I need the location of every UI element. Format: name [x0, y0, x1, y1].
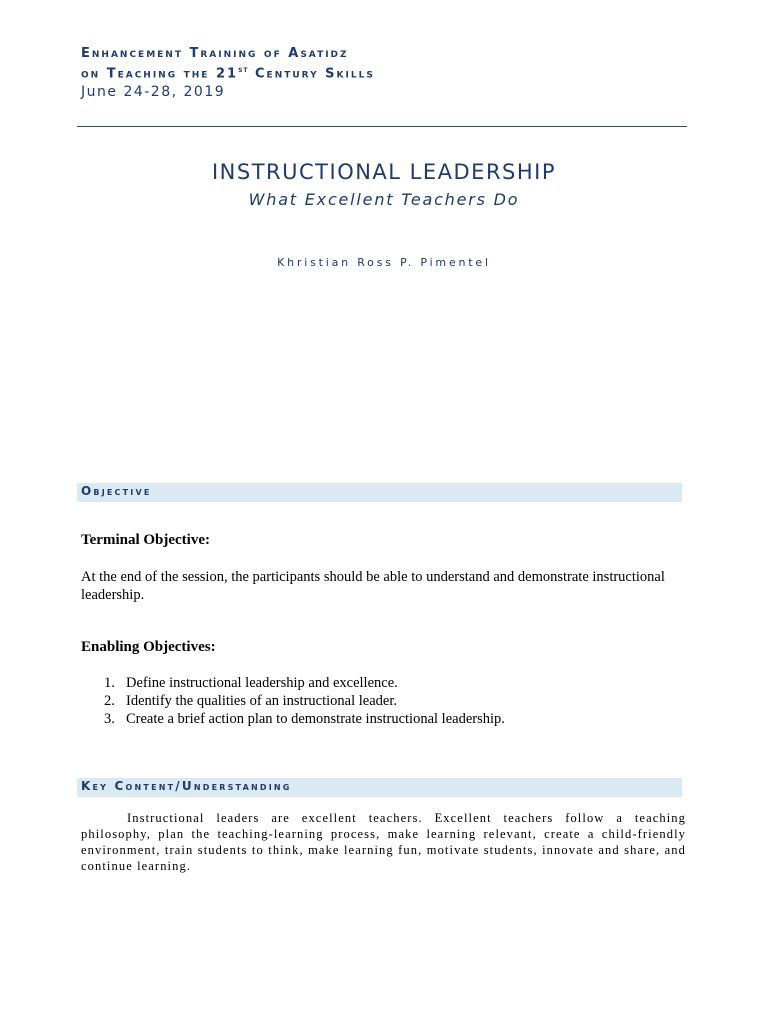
list-item-text: Create a brief action plan to demonstrate instructional leadership. — [126, 711, 505, 727]
author-name: Khristian Ross P. Pimentel — [277, 256, 491, 269]
list-item-text: Define instructional leadership and excellence. — [126, 675, 398, 691]
objective-heading: Objective — [81, 484, 152, 498]
header-line-2 — [81, 62, 375, 82]
document-subtitle: What Excellent Teachers Do — [248, 190, 520, 209]
key-content-heading: Key Content/Understanding — [81, 779, 292, 793]
enabling-objectives-heading: Enabling Objectives: — [81, 639, 216, 655]
objective-section-band — [77, 483, 682, 502]
header-date: June 24-28, 2019 — [81, 84, 226, 101]
list-item — [104, 692, 505, 710]
list-item-text: Identify the qualities of an instructional leader. — [126, 693, 397, 709]
document-title: INSTRUCTIONAL LEADERSHIP — [211, 160, 557, 184]
header-line-2-suffix: Century Skills — [248, 66, 375, 82]
list-item-number: 1. — [104, 675, 115, 691]
enabling-objectives-list — [104, 674, 505, 728]
list-item — [104, 710, 505, 728]
header-line-1: Enhancement Training of Asatidz — [81, 46, 349, 61]
terminal-objective-heading: Terminal Objective: — [81, 532, 211, 548]
document-header — [81, 46, 375, 102]
list-item-number: 2. — [104, 693, 115, 709]
key-content-text: Instructional leaders are excellent teachers. Excellent teachers follow a teaching philosophy, plan the teaching-learning process, make learning relevant, create a child-friendly environment, train students to think, make learning fun, motivate students, innovate and share, and continue learning. — [81, 811, 686, 873]
list-item-number: 3. — [104, 711, 115, 727]
key-content-section-band — [77, 778, 682, 797]
header-line-2-superscript: st — [238, 65, 249, 74]
list-item — [104, 674, 505, 692]
header-line-2-prefix: on Teaching the 21 — [81, 66, 239, 82]
terminal-objective-text: At the end of the session, the participants should be able to understand and demonstrate instructional leadership. — [81, 569, 665, 603]
header-divider — [77, 126, 687, 127]
